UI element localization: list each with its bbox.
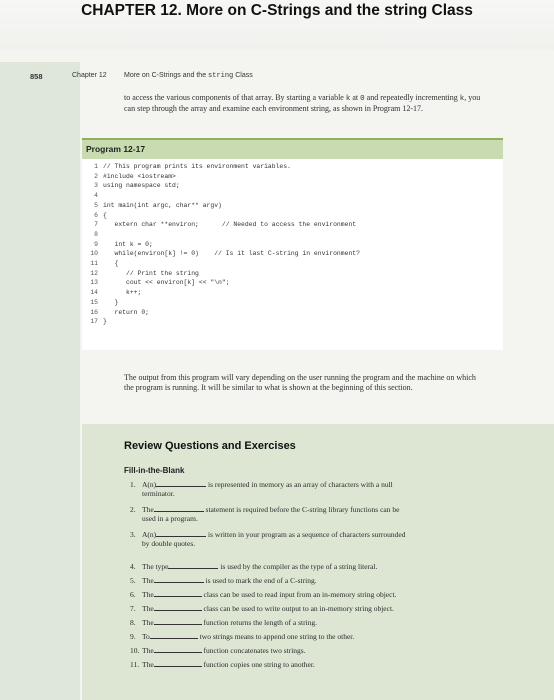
code-line [84, 181, 500, 191]
review-title: Review Questions and Exercises [124, 440, 296, 452]
code-line [84, 220, 500, 230]
answer-blank [154, 591, 202, 597]
output-paragraph: The output from this program will vary depending on the user running the program and the machine on which the program is running. It will be similar to what is shown at the beginning of this section. [124, 373, 476, 392]
code-text: while(environ[k] != 0) // Is it last C-string in environment? [103, 250, 360, 258]
code-line [84, 211, 500, 221]
question-number: 7. [130, 604, 136, 613]
question-text: statement is required before the C-string library functions can be [203, 505, 400, 514]
question-item [130, 505, 492, 524]
question-lead: The type [142, 562, 169, 571]
code-text: } [103, 298, 119, 306]
question-lead: To [142, 632, 150, 641]
code-text: extern char **environ; // Needed to access the environment [103, 221, 357, 229]
code-listing [84, 162, 500, 327]
code-line [84, 259, 500, 269]
answer-blank [154, 605, 202, 611]
question-text: two strings means to append one string to the other. [197, 632, 355, 641]
code-text: int k = 0; [103, 240, 153, 248]
code-text: using namespace std; [103, 182, 180, 190]
code-text: { [103, 211, 107, 219]
code-line [84, 230, 500, 240]
code-text: #include <iostream> [103, 172, 176, 180]
question-number: 11. [130, 660, 140, 669]
code-line [84, 240, 500, 250]
line-number: 12 [90, 269, 98, 277]
question-continuation: used in a program. [142, 514, 198, 524]
header-chapter: Chapter 12 [72, 72, 107, 79]
question-item [130, 646, 492, 655]
question-item [130, 604, 492, 613]
question-text: is represented in memory as an array of characters with a null [206, 480, 393, 489]
code-line [84, 249, 500, 259]
program-label: Program 12-17 [82, 140, 503, 159]
line-number: 14 [90, 289, 98, 297]
question-text: function returns the length of a string. [201, 618, 318, 627]
intro-paragraph: to access the various components of that array. By starting a variable k at 0 and repeatedly incrementing k, you can step through the array and examine each environment string, as shown in Program 12-17. [124, 93, 481, 113]
line-number: 10 [90, 250, 98, 258]
answer-blank [156, 481, 206, 487]
question-item [130, 562, 492, 571]
question-item [130, 576, 492, 585]
question-number: 8. [130, 618, 136, 627]
question-lead: The [142, 604, 154, 613]
question-text: class can be used to write output to an in-memory string object. [201, 604, 394, 613]
question-text: function concatenates two strings. [201, 646, 306, 655]
code-text: cout << environ[k] << "\n"; [103, 279, 230, 287]
code-text: // Print the string [103, 269, 199, 277]
code-line [84, 288, 500, 298]
question-lead: The [142, 660, 154, 669]
code-text: int main(int argc, char** argv) [103, 201, 222, 209]
code-line [84, 308, 500, 318]
question-number: 3. [130, 530, 136, 539]
answer-blank [154, 661, 202, 667]
code-line [84, 317, 500, 327]
code-line [84, 269, 500, 279]
line-number: 8 [94, 230, 98, 238]
question-item [130, 480, 492, 499]
page-margin [0, 62, 80, 700]
question-number: 2. [130, 505, 136, 514]
answer-blank [154, 647, 202, 653]
code-line [84, 162, 500, 172]
question-number: 1. [130, 480, 136, 489]
line-number: 13 [90, 279, 98, 287]
line-number: 4 [94, 192, 98, 200]
line-number: 6 [94, 211, 98, 219]
line-number: 16 [90, 308, 98, 316]
line-number: 3 [94, 182, 98, 190]
question-text: is written in your program as a sequence of characters surrounded [206, 530, 406, 539]
question-continuation: by double quotes. [142, 539, 196, 549]
code-line [84, 278, 500, 288]
question-lead: The [142, 576, 154, 585]
question-item [130, 530, 492, 549]
chapter-heading: CHAPTER 12. More on C-Strings and the string Class [81, 2, 473, 19]
line-number: 17 [90, 318, 98, 326]
code-text: } [103, 318, 107, 326]
code-line [84, 172, 500, 182]
question-text: class can be used to read input from an in-memory string object. [201, 590, 397, 599]
question-lead: A(n) [142, 480, 157, 489]
answer-blank [168, 563, 218, 569]
line-number: 9 [94, 240, 98, 248]
answer-blank [154, 619, 202, 625]
answer-blank [154, 577, 204, 583]
code-text: // This program prints its environment variables. [103, 163, 291, 170]
answer-blank [150, 633, 198, 639]
question-text: function copies one string to another. [201, 660, 315, 669]
question-number: 6. [130, 590, 136, 599]
question-lead: The [142, 618, 154, 627]
code-text: return 0; [103, 308, 150, 316]
question-number: 5. [130, 576, 136, 585]
question-lead: The [142, 590, 154, 599]
question-item [130, 660, 492, 669]
question-number: 4. [130, 562, 136, 571]
question-item [130, 590, 492, 599]
code-line [84, 201, 500, 211]
line-number: 5 [94, 201, 98, 209]
code-text: k++; [103, 289, 142, 297]
line-number: 7 [94, 221, 98, 229]
question-item [130, 618, 492, 627]
code-line [84, 298, 500, 308]
answer-blank [156, 531, 206, 537]
question-text: is used to mark the end of a C-string. [203, 576, 317, 585]
question-number: 10. [130, 646, 140, 655]
code-text: { [103, 260, 119, 268]
code-line [84, 191, 500, 201]
header-title: More on C-Strings and the string Class [124, 72, 253, 80]
line-number: 2 [94, 172, 98, 180]
line-number: 15 [90, 298, 98, 306]
question-number: 9. [130, 632, 136, 641]
line-number: 1 [94, 163, 98, 170]
line-number: 11 [90, 260, 98, 268]
question-lead: A(n) [142, 530, 157, 539]
question-item [130, 632, 492, 641]
fill-in-the-blank-title: Fill-in-the-Blank [124, 466, 185, 475]
page-number: 858 [30, 72, 43, 81]
question-text: is used by the compiler as the type of a string literal. [218, 562, 378, 571]
question-lead: The [142, 505, 154, 514]
answer-blank [154, 506, 204, 512]
question-lead: The [142, 646, 154, 655]
question-continuation: terminator. [142, 489, 175, 499]
